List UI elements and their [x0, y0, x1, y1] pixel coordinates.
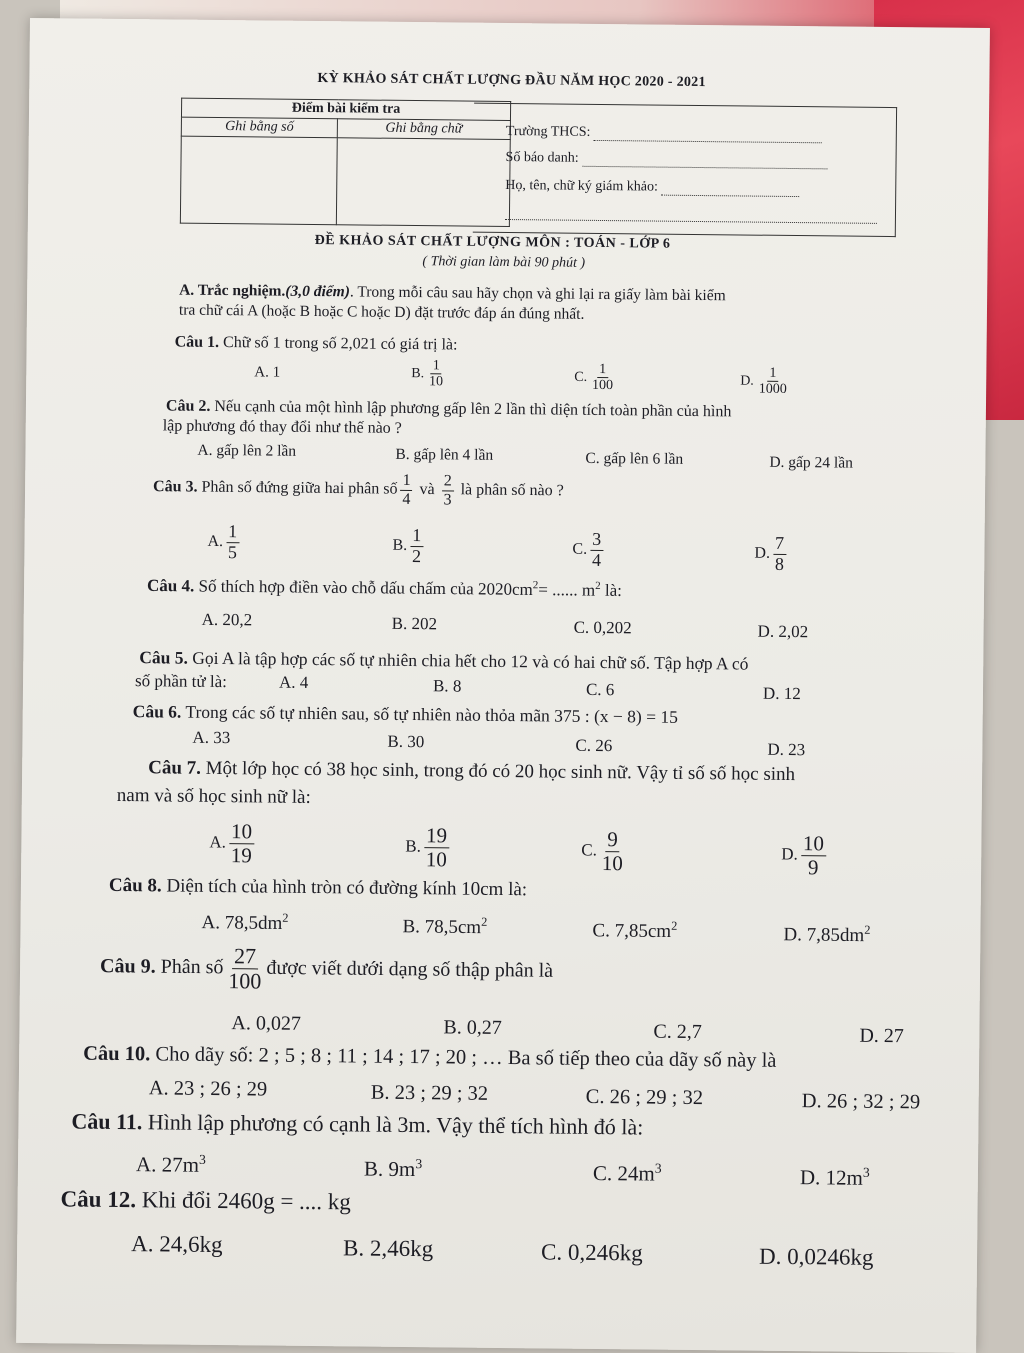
proctor-label: Họ, tên, chữ ký giám khảo: [505, 177, 658, 195]
question-3 [153, 469, 564, 509]
q3-a-letter: A. [207, 532, 224, 551]
q8-d-sup: 2 [864, 922, 871, 937]
question-1 [175, 334, 458, 355]
question-5 [139, 647, 748, 674]
q7-b-num: 19 [424, 824, 449, 848]
q7-b-den: 10 [425, 847, 447, 872]
q8-a-text: A. 78,5dm [201, 912, 283, 935]
question-9 [100, 943, 554, 997]
q11-c-sup: 3 [654, 1160, 662, 1176]
question-8 [109, 875, 527, 901]
q1-text: Chữ số 1 trong số 2,021 có giá trị là: [222, 334, 458, 354]
q1-b-letter: B. [411, 366, 425, 382]
q7-label: Câu 7. [148, 757, 202, 779]
q10-option-a[interactable]: A. 23 ; 26 ; 29 [148, 1077, 268, 1101]
q3-b-den: 2 [411, 545, 422, 566]
q4-sup1: 2 [532, 579, 539, 592]
q11-a-value: 27m [161, 1152, 200, 1177]
q1-d-num: 1 [767, 366, 778, 383]
q3-and: và [419, 480, 435, 499]
q11-label: Câu 11. [71, 1108, 143, 1135]
school-field[interactable] [506, 124, 822, 143]
q3-a-fraction [226, 522, 239, 563]
q11-option-c[interactable] [593, 1160, 662, 1187]
q2-option-b[interactable]: B. gấp lên 4 lần [395, 445, 494, 464]
q5-label: Câu 5. [139, 647, 189, 668]
q9-option-c[interactable]: C. 2,7 [653, 1020, 702, 1044]
q10-option-d[interactable]: D. 26 ; 32 ; 29 [801, 1090, 921, 1114]
q3-option-a[interactable] [207, 522, 242, 563]
q7-a-letter: A. [209, 832, 227, 852]
q1-c-num: 1 [597, 362, 608, 379]
q11-option-b[interactable] [364, 1156, 422, 1183]
q4-text2: là: [604, 580, 623, 600]
section-a-instr2: tra chữ cái A (hoặc B hoặc C hoặc D) đặt trước đáp án đúng nhất. [178, 301, 585, 323]
q3-c-fraction [590, 530, 603, 571]
q12-option-d[interactable]: D. 0,0246kg [758, 1243, 874, 1270]
q1-option-b[interactable] [411, 358, 448, 390]
q7-d-letter: D. [781, 844, 798, 864]
q9-option-d[interactable]: D. 27 [859, 1024, 904, 1048]
q9-num: 27 [232, 944, 258, 969]
q3-text2: là phân số nào ? [460, 481, 564, 500]
q7-a-num: 10 [229, 820, 254, 844]
q7-d-fraction [801, 832, 826, 879]
q7-d-num: 10 [801, 832, 826, 856]
q11-c-value: 24m [617, 1161, 655, 1186]
q3-c-den: 4 [591, 549, 602, 570]
question-12 [60, 1186, 351, 1215]
q8-option-b[interactable] [402, 914, 487, 939]
q12-text: Khi đổi 2460g = .... kg [141, 1187, 352, 1215]
q7-a-fraction [229, 820, 254, 867]
q6-label: Câu 6. [132, 701, 182, 722]
q7-text1: Một lớp học có 38 học sinh, trong đó có 20 học sinh nữ. Vậy tỉ số số học sinh [205, 757, 796, 786]
q3-fraction-2 [441, 472, 453, 508]
q7-a-den: 19 [230, 843, 252, 868]
candidate-id-label: Số báo danh: [505, 149, 579, 166]
q7-option-c[interactable] [581, 828, 628, 876]
proctor-field[interactable] [505, 178, 799, 197]
q7-c-letter: C. [581, 840, 598, 860]
q5-text2: số phần tử là: [134, 671, 228, 692]
score-table [180, 98, 511, 227]
q11-a-letter: A. [135, 1152, 157, 1177]
q1-d-letter: D. [740, 373, 754, 389]
exam-title: KỲ KHẢO SÁT CHẤT LƯỢNG ĐẦU NĂM HỌC 2020 - 2021 [317, 71, 706, 91]
exam-paper [16, 18, 990, 1353]
q11-text: Hình lập phương có cạnh là 3m. Vậy thể tích hình đó là: [147, 1109, 644, 1140]
q2-option-d[interactable]: D. gấp 24 lần [769, 453, 854, 472]
q4-option-d[interactable]: D. 2,02 [757, 621, 809, 642]
q11-c-letter: C. [592, 1160, 613, 1186]
q8-option-c[interactable] [592, 918, 677, 943]
q3-d-den: 8 [774, 553, 784, 574]
q9-text2: được viết dưới dạng số thập phân là [266, 956, 554, 982]
q3-a-den: 5 [227, 541, 238, 562]
question-7 [148, 757, 795, 786]
question-6 [133, 701, 678, 728]
q7-option-a[interactable] [209, 820, 257, 868]
info-box [473, 103, 897, 237]
q3-a-num: 1 [226, 522, 239, 543]
q11-b-sup: 3 [415, 1156, 423, 1172]
q6-option-a[interactable]: A. 33 [192, 727, 231, 748]
q8-b-text: B. 78,5cm [402, 916, 482, 939]
q7-c-fraction [600, 828, 625, 875]
q3-c-letter: C. [572, 540, 588, 558]
q3-d-letter: D. [754, 544, 771, 562]
q11-option-d[interactable] [800, 1164, 870, 1191]
q9-fraction [226, 944, 264, 994]
q3-b-fraction [410, 526, 423, 567]
q3-b-num: 1 [410, 526, 423, 547]
q3-option-d[interactable] [754, 534, 789, 575]
q3-option-c[interactable] [572, 530, 606, 571]
q11-d-letter: D. [799, 1165, 821, 1190]
q6-option-d[interactable]: D. 23 [767, 739, 806, 760]
q7-b-letter: B. [405, 836, 422, 856]
q1-d-fraction [757, 366, 789, 398]
proctor-line-2[interactable] [505, 204, 877, 224]
exam-subject: ĐỀ KHẢO SÁT CHẤT LƯỢNG MÔN : TOÁN - LỚP 6 [314, 232, 671, 252]
q1-b-fraction [427, 358, 445, 390]
q3-label: Câu 3. [153, 478, 198, 496]
q1-option-a[interactable]: A. 1 [254, 364, 281, 381]
q10-option-c[interactable]: C. 26 ; 29 ; 32 [585, 1085, 704, 1110]
q4-text1: Số thích hợp điền vào chỗ dấu chấm của 2020cm [198, 576, 533, 599]
q8-label: Câu 8. [108, 874, 162, 897]
q6-text: Trong các số tự nhiên sau, số tự nhiên nào thỏa mãn 375 : (x − 8) = 15 [185, 701, 679, 727]
q1-b-den: 10 [428, 374, 444, 390]
q12-label: Câu 12. [60, 1186, 137, 1213]
q4-blank: = ...... [538, 580, 578, 600]
q3-f1-num: 1 [401, 472, 413, 491]
q3-f2-den: 3 [443, 490, 452, 509]
exam-time: ( Thời gian làm bài 90 phút ) [422, 254, 586, 271]
q11-d-value: 12m [825, 1165, 864, 1190]
score-col-number: Ghi bằng số [181, 117, 337, 138]
q7-d-den: 9 [807, 855, 819, 880]
q2-label: Câu 2. [165, 397, 211, 415]
q3-c-num: 3 [590, 530, 603, 551]
q3-b-letter: B. [392, 536, 408, 554]
q11-b-value: 9m [388, 1156, 416, 1182]
q2-text1: Nếu cạnh của một hình lập phương gấp lên 2 lần thì diện tích toàn phần của hình [214, 397, 732, 421]
q4-option-c[interactable]: C. 0,202 [573, 617, 632, 638]
q7-c-den: 10 [601, 851, 623, 876]
q6-option-b[interactable]: B. 30 [387, 731, 425, 752]
q8-d-text: D. 7,85dm [783, 924, 865, 947]
section-a-points: (3,0 điểm) [285, 282, 351, 301]
q1-option-d[interactable] [740, 365, 792, 397]
q1-c-den: 100 [591, 378, 614, 394]
q3-f1-den: 4 [402, 490, 411, 508]
q4-unit: m [581, 580, 596, 600]
q2-text2: lập phương đó thay đổi như thế nào ? [162, 417, 402, 437]
q1-option-c[interactable] [574, 362, 618, 394]
q8-b-sup: 2 [481, 914, 488, 929]
q1-c-letter: C. [574, 369, 588, 385]
q11-a-sup: 3 [198, 1151, 206, 1167]
q12-option-b[interactable]: B. 2,46kg [343, 1235, 434, 1262]
q8-option-d[interactable] [783, 922, 870, 947]
q7-b-fraction [424, 824, 449, 871]
candidate-id-field[interactable] [505, 150, 827, 169]
q1-c-fraction [590, 362, 615, 394]
q5-option-b[interactable]: B. 8 [432, 676, 462, 696]
q1-label: Câu 1. [174, 333, 220, 351]
section-a-instr1: . Trong mỗi câu sau hãy chọn và ghi lại ra giấy làm bài kiểm [349, 283, 726, 305]
q10-option-b[interactable]: B. 23 ; 29 ; 32 [370, 1081, 489, 1105]
q11-b-letter: B. [363, 1156, 384, 1181]
q7-c-num: 9 [605, 828, 620, 852]
q9-option-b[interactable]: B. 0,27 [443, 1016, 502, 1039]
q6-option-c[interactable]: C. 26 [575, 735, 613, 756]
q3-d-num: 7 [773, 534, 786, 555]
question-4 [147, 575, 622, 601]
q8-option-a[interactable] [201, 910, 288, 935]
q3-option-b[interactable] [392, 526, 426, 567]
school-label: Trường THCS: [505, 123, 591, 140]
q5-option-d[interactable]: D. 12 [762, 683, 801, 704]
q12-option-a[interactable]: A. 24,6kg [131, 1231, 223, 1258]
q11-option-a[interactable] [136, 1151, 206, 1178]
score-table-title: Điểm bài kiểm tra [181, 98, 510, 120]
q9-den: 100 [228, 968, 262, 994]
q9-label: Câu 9. [99, 955, 156, 978]
q4-label: Câu 4. [146, 575, 195, 596]
q9-text1: Phân số [160, 955, 224, 979]
score-col-words: Ghi bằng chữ [337, 119, 510, 140]
question-11 [71, 1108, 643, 1140]
q8-text: Diện tích của hình tròn có đường kính 10cm là: [166, 875, 528, 901]
score-number-cell[interactable] [180, 136, 337, 225]
q8-c-sup: 2 [671, 918, 678, 933]
q11-d-sup: 3 [862, 1164, 870, 1180]
q3-f2-num: 2 [442, 472, 454, 491]
q8-a-sup: 2 [282, 910, 289, 925]
q7-option-d[interactable] [781, 832, 829, 880]
q7-option-b[interactable] [405, 824, 452, 872]
q9-option-a[interactable]: A. 0,027 [231, 1012, 302, 1035]
q5-text1: Gọi A là tập hợp các số tự nhiên chia hết cho 12 và có hai chữ số. Tập hợp A có [192, 647, 749, 674]
q10-label: Câu 10. [83, 1042, 151, 1066]
q4-sup2: 2 [595, 579, 601, 593]
q3-d-fraction [773, 534, 786, 575]
q4-option-a[interactable]: A. 20,2 [201, 609, 253, 630]
q2-option-a[interactable]: A. gấp lên 2 lần [197, 441, 297, 460]
q10-text: Cho dãy số: 2 ; 5 ; 8 ; 11 ; 14 ; 17 ; 20 ; … Ba số tiếp theo của dãy số này là [155, 1043, 777, 1072]
q3-fraction-1 [400, 472, 412, 508]
question-10 [83, 1043, 777, 1073]
q8-c-text: C. 7,85cm [592, 920, 672, 943]
q12-option-c[interactable]: C. 0,246kg [540, 1239, 643, 1266]
q7-text2: nam và số học sinh nữ là: [116, 784, 311, 808]
q2-option-c[interactable]: C. gấp lên 6 lần [585, 449, 684, 468]
q4-option-b[interactable]: B. 202 [391, 613, 438, 634]
q5-option-a[interactable]: A. 4 [278, 672, 309, 692]
q5-option-c[interactable]: C. 6 [585, 679, 615, 700]
q1-d-den: 1000 [758, 382, 787, 398]
q3-text1: Phân số đứng giữa hai phân số [201, 478, 398, 498]
section-a-label: A. Trắc nghiệm. [179, 281, 286, 300]
q1-b-num: 1 [431, 358, 442, 375]
